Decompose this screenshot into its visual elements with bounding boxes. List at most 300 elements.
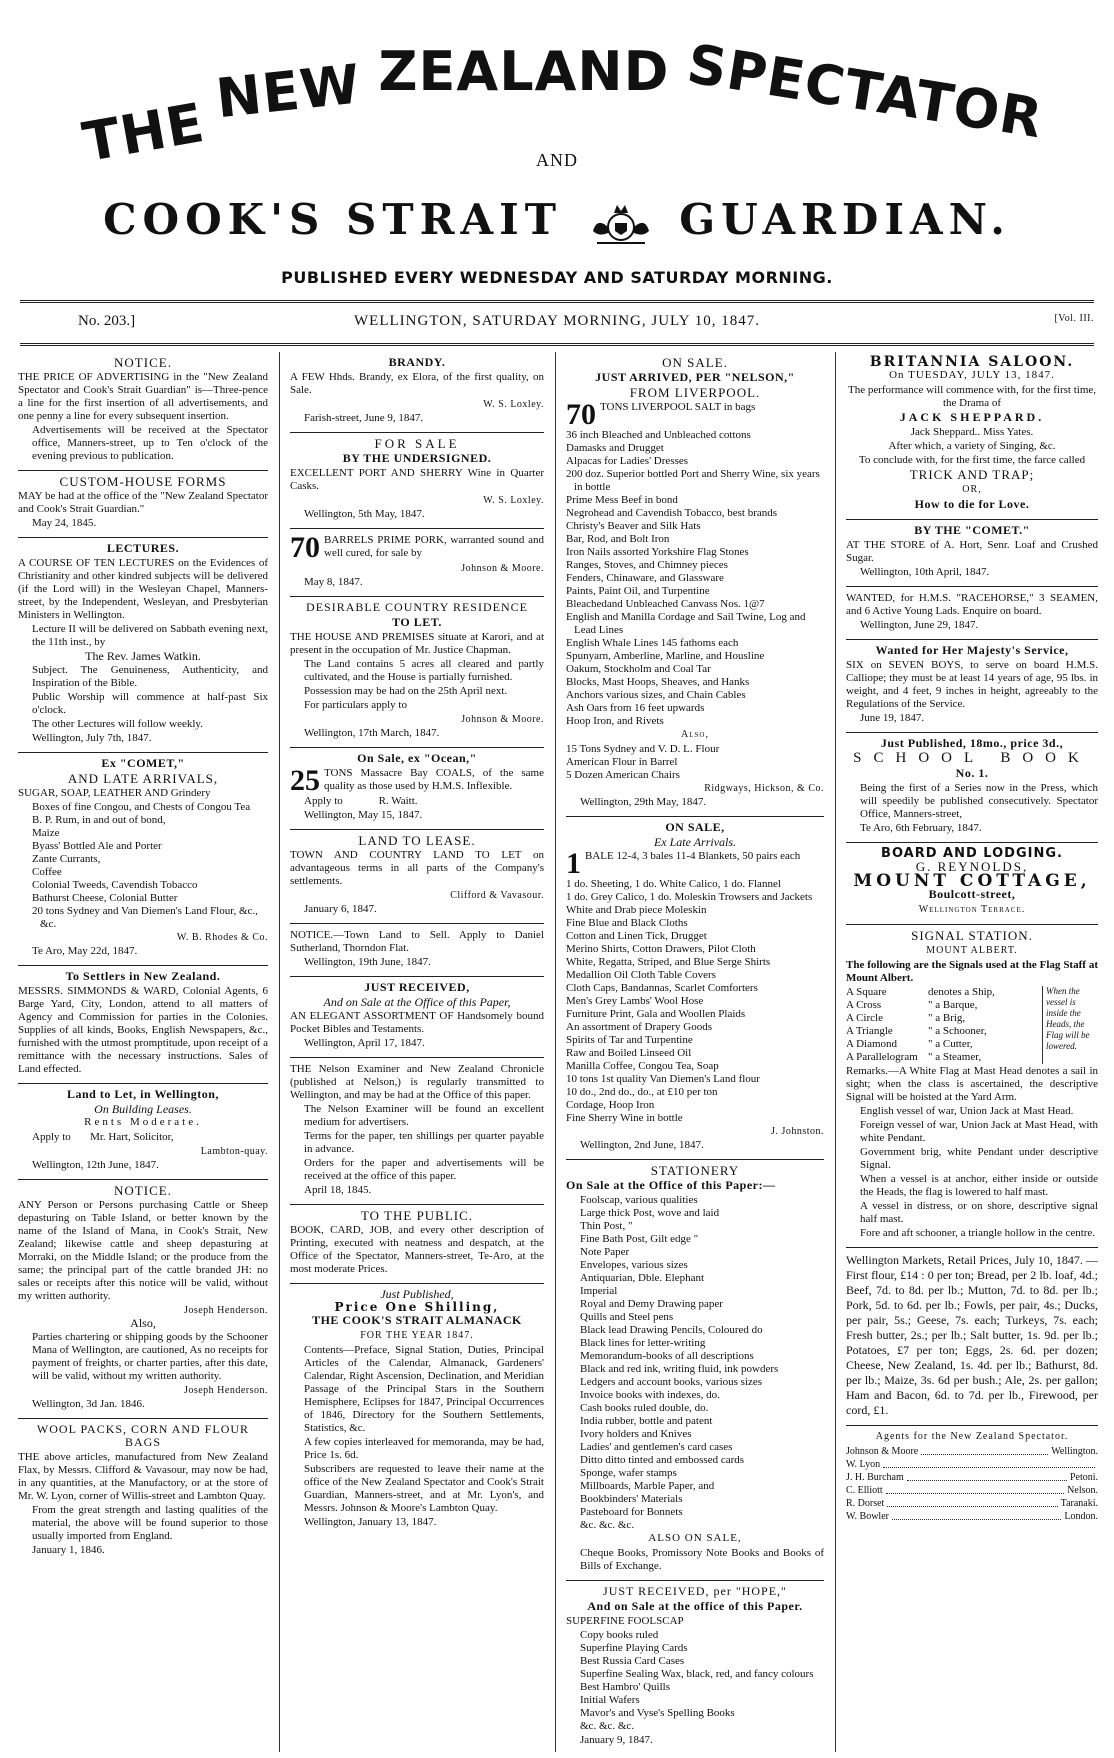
list-item: White, Regatta, Striped, and Blue Serge Shirts bbox=[566, 956, 771, 968]
ad-body: TONS LIVERPOOL SALT in bags bbox=[600, 401, 756, 413]
list-item: Bookbinders' Materials bbox=[580, 1493, 683, 1505]
ad-signature: Ridgways, Hickson, & Co. bbox=[704, 783, 824, 794]
dateline bbox=[20, 313, 1094, 335]
ad-heading: FOR SALE bbox=[374, 436, 460, 451]
ad-number: 25 bbox=[290, 764, 320, 797]
ad-heading: DESIRABLE COUNTRY RESIDENCE bbox=[306, 600, 528, 614]
ad-land-to-lease bbox=[290, 830, 544, 924]
list-item: Millboards, Marble Paper, and bbox=[580, 1480, 715, 1492]
list-item: Hoop Iron, and Rivets bbox=[566, 715, 664, 727]
issue-date: WELLINGTON, SATURDAY MORNING, JULY 10, 1847. bbox=[354, 313, 760, 329]
ad-body: THE PRICE OF ADVERTISING in the "New Zealand Spectator and Cook's Strait Guardian" is—Three-pence a line for the first insertion of all advertisements, and one penny a line for every subsequent insertion. bbox=[18, 371, 268, 422]
ad-body: The other Lectures will follow weekly. bbox=[32, 718, 203, 730]
agent-row bbox=[846, 1471, 1098, 1484]
list-item: Cash books ruled double, do. bbox=[580, 1402, 709, 1414]
apply-label: Apply to bbox=[32, 1131, 71, 1143]
ad-date: Wellington, June 29, 1847. bbox=[860, 619, 979, 631]
signal-row bbox=[846, 1038, 1042, 1051]
street: Boulcott-street, bbox=[928, 887, 1016, 901]
leader-dots bbox=[883, 1458, 1095, 1468]
signal-shape: A Circle bbox=[846, 1012, 883, 1024]
ad-body: SIX on SEVEN BOYS, to serve on board H.M.S. Calliope; they must be at least 14 years of age, 95 lbs. in weight, and 4 feet, 9 inches in height, agreeably to the Regulations of the Service. bbox=[846, 659, 1098, 710]
list-item: Invoice books with indexes, do. bbox=[580, 1389, 720, 1401]
ad-signature: Joseph Henderson. bbox=[183, 1385, 268, 1396]
signal-meaning: " a Steamer, bbox=[928, 1051, 982, 1063]
list-item: Alpacas for Ladies' Dresses bbox=[566, 455, 689, 467]
list-item: Superfine Sealing Wax, black, red, and fancy colours bbox=[580, 1668, 814, 1680]
ad-date: Wellington, 19th June, 1847. bbox=[304, 956, 431, 968]
ad-body: THE Nelson Examiner and New Zealand Chronicle (published at Nelson,) is regularly transmitted to Wellington, and may be had at the Office of this paper. bbox=[290, 1063, 544, 1101]
ad-subheading: Just Published, bbox=[380, 1287, 454, 1301]
terrace: Wellington Terrace. bbox=[918, 904, 1026, 915]
ad-subheading: On Building Leases. bbox=[94, 1102, 192, 1116]
ad-heading: Land to Let, in Wellington, bbox=[67, 1087, 219, 1101]
signal-row bbox=[846, 1025, 1042, 1038]
list-item: An assortment of Drapery Goods bbox=[566, 1021, 713, 1033]
ad-body: A COURSE OF TEN LECTURES on the Evidences of Christianity and other kindred subjects will be delivered (if the Lord will) in the Wesleyan Chapel, Manners-street, by the Independent, Wesleyan, and Presbyterian Ministers in Wellington. bbox=[18, 557, 268, 621]
ad-board-lodging bbox=[846, 843, 1098, 925]
house-name: MOUNT COTTAGE, bbox=[853, 871, 1091, 891]
list-item: Negrohead and Cavendish Tobacco, best brands bbox=[566, 507, 778, 519]
ad-body: Subject. The Genuineness, Authenticity, and Inspiration of the Bible. bbox=[32, 664, 268, 689]
ad-heading: TO THE PUBLIC. bbox=[360, 1208, 474, 1223]
ad-body: AT THE STORE of A. Hort, Senr. Loaf and Crushed Sugar. bbox=[846, 539, 1098, 564]
ad-signature: W. S. Loxley. bbox=[483, 399, 544, 410]
ad-body-block bbox=[566, 398, 824, 431]
farce-or: OR, bbox=[962, 484, 982, 495]
signal-meaning: " a Brig, bbox=[928, 1012, 966, 1024]
ad-signature: Johnson & Moore. bbox=[461, 714, 544, 725]
ad-subheading: And on Sale at the Office of this Paper, bbox=[323, 995, 511, 1009]
ad-signature: R. Waitt. bbox=[378, 795, 418, 807]
ad-body: TOWN AND COUNTRY LAND TO LET on advantageous terms in all parts of the Company's settlements. bbox=[290, 849, 544, 887]
list-item: Best Russia Card Cases bbox=[580, 1655, 685, 1667]
ad-heading: To Settlers in New Zealand. bbox=[65, 969, 221, 983]
column-divider bbox=[835, 352, 836, 1752]
signal-row bbox=[846, 999, 1042, 1012]
ad-date: Wellington, 12th June, 1847. bbox=[32, 1159, 159, 1171]
list-item: Raw and Boiled Linseed Oil bbox=[566, 1047, 692, 1059]
agent-row bbox=[846, 1497, 1098, 1510]
ad-heading: JUST RECEIVED, per "HOPE," bbox=[603, 1584, 787, 1598]
list-item: Cotton and Linen Tick, Drugget bbox=[566, 930, 707, 942]
agent-place: Wellington. bbox=[1051, 1446, 1098, 1457]
ad-body: Lecture II will be delivered on Sabbath evening next, the 11th inst., by bbox=[32, 623, 268, 648]
leader-dots bbox=[886, 1484, 1064, 1494]
signal-meaning: " a Barque, bbox=[928, 999, 978, 1011]
ad-britannia-saloon bbox=[846, 352, 1098, 520]
list-item: Colonial Tweeds, Cavendish Tobacco bbox=[32, 879, 198, 891]
ad-country-residence bbox=[290, 597, 544, 748]
list-item: Black lines for letter-writing bbox=[580, 1337, 706, 1349]
column-2 bbox=[290, 352, 544, 1752]
list-item: Bleachedand Unbleached Canvass Nos. 1@7 bbox=[566, 598, 765, 610]
almanack-year: FOR THE YEAR 1847. bbox=[360, 1330, 474, 1341]
ad-date: Wellington, April 17, 1847. bbox=[304, 1037, 425, 1049]
list-item: Furniture Print, Gala and Woollen Plaids bbox=[566, 1008, 746, 1020]
market-prices bbox=[846, 1248, 1098, 1426]
ad-date: Wellington, 29th May, 1847. bbox=[580, 796, 707, 808]
ad-printing bbox=[290, 1205, 544, 1284]
ad-date: Wellington, July 7th, 1847. bbox=[32, 732, 152, 744]
ad-stationery bbox=[566, 1160, 824, 1581]
ad-brandy bbox=[290, 352, 544, 433]
ad-body: Fore and aft schooner, a triangle hollow in the centre. bbox=[860, 1227, 1096, 1239]
signal-meaning: denotes a Ship, bbox=[928, 986, 995, 998]
ad-heading: LAND TO LEASE. bbox=[358, 833, 476, 848]
ad-heading: NOTICE. bbox=[114, 355, 172, 370]
list-item: Manilla Coffee, Congou Tea, Soap bbox=[566, 1060, 719, 1072]
list-item: Ditto ditto tinted and embossed cards bbox=[580, 1454, 745, 1466]
ad-custom-house bbox=[18, 471, 268, 538]
proprietor: G. REYNOLDS, bbox=[915, 859, 1029, 874]
agent-row bbox=[846, 1445, 1098, 1458]
ad-land-to-let bbox=[18, 1084, 268, 1180]
list-item: Maize bbox=[32, 827, 60, 839]
signal-meaning: " a Schooner, bbox=[928, 1025, 987, 1037]
list-item: Superfine Playing Cards bbox=[580, 1642, 688, 1654]
subtitle-left: COOK'S STRAIT bbox=[103, 195, 562, 244]
ad-heading: On Sale, ex "Ocean," bbox=[357, 751, 477, 765]
leader-dots bbox=[921, 1445, 1048, 1455]
signal-note: When the vessel is inside the Heads, the Flag will be lowered. bbox=[1042, 986, 1098, 1064]
goods-list bbox=[566, 429, 824, 728]
signal-rows bbox=[846, 986, 1042, 1064]
ad-body: MESSRS. SIMMONDS & WARD, Colonial Agents, 6 Barge Yard, City, London, attend to all matters of Agency and Commission for parties in the Colonies. Supplies of all kinds, Books, English Newspapers, &c., furnished with the utmost promptitude, upon receipt of a remittance with the necessary instructions. Sales of Land effected. bbox=[18, 985, 268, 1075]
signal-row bbox=[846, 1012, 1042, 1025]
signal-row bbox=[846, 1051, 1042, 1064]
goods-list bbox=[18, 801, 268, 931]
ad-subheading: MOUNT ALBERT. bbox=[926, 945, 1018, 956]
ad-heading: Ex "COMET," bbox=[101, 756, 185, 770]
list-item: Medallion Oil Cloth Table Covers bbox=[566, 969, 716, 981]
lecturer: The Rev. James Watkin. bbox=[85, 649, 201, 663]
list-item: Envelopes, various sizes bbox=[580, 1259, 688, 1271]
ad-signature: Johnson & Moore. bbox=[461, 563, 544, 574]
ad-body: Cheque Books, Promissory Note Books and Books of Bills of Exchange. bbox=[580, 1547, 824, 1572]
ad-body: From the great strength and lasting qualities of the material, the above will be found superior to those usually imported from England. bbox=[32, 1504, 268, 1542]
list-item: Anchors various sizes, and Chain Cables bbox=[566, 689, 746, 701]
list-item: 1 do. Sheeting, 1 do. White Calico, 1 do. Flannel bbox=[566, 878, 781, 890]
title-word-new: NEW bbox=[213, 52, 364, 131]
list-item: Oakum, Stockholm and Coal Tar bbox=[566, 663, 711, 675]
list-item: India rubber, bottle and patent bbox=[580, 1415, 713, 1427]
ad-date: June 19, 1847. bbox=[860, 712, 925, 724]
ad-body: Contents—Preface, Signal Station, Duties, Principal Articles of the Calendar, Almanack, Gardeners' Calendar, Right Ascension, Declination, and Meridian Passage of the Principal Stars in the Southern Hemisphere, Eclipses for 1847, Principal Occurrences of 1846, Directory for the Southern Settlements, Statistics, &c. bbox=[304, 1344, 544, 1434]
ad-signature: W. S. Loxley. bbox=[483, 495, 544, 506]
ad-body: BALE 12-4, 3 bales 11-4 Blankets, 50 pairs each bbox=[585, 850, 801, 862]
ad-heading: SIGNAL STATION. bbox=[911, 928, 1033, 943]
ad-body: Terms for the paper, ten shillings per quarter payable in advance. bbox=[304, 1130, 544, 1155]
ad-body-block bbox=[290, 764, 544, 797]
ad-date: January 9, 1847. bbox=[580, 1734, 653, 1746]
ad-body: Subscribers are requested to leave their name at the office of the New Zealand Spectator and Cook's Strait Guardian, Manners-street, and at Mr. Lyon's, and Messrs. Johnson & Moore's Lambton Quay. bbox=[304, 1463, 544, 1514]
issue-number: No. 203.] bbox=[78, 313, 136, 329]
ad-subheading: ALSO ON SALE, bbox=[648, 1532, 742, 1544]
list-item: Foolscap, various qualities bbox=[580, 1194, 698, 1206]
ad-hope-stationery bbox=[566, 1581, 824, 1752]
ad-body-block bbox=[566, 847, 824, 880]
ad-school-book bbox=[846, 733, 1098, 843]
agent-place: Nelson. bbox=[1067, 1485, 1098, 1496]
list-item: Royal and Demy Drawing paper bbox=[580, 1298, 723, 1310]
ad-date: January 6, 1847. bbox=[304, 903, 377, 915]
signal-table bbox=[846, 986, 1098, 1064]
farce-title: TRICK AND TRAP; bbox=[909, 467, 1035, 482]
ad-on-sale-nelson bbox=[566, 352, 824, 817]
ad-number: 70 bbox=[290, 531, 320, 564]
ad-body: BOOK, CARD, JOB, and every other description of Printing, executed with neatness and despatch, at the Office of the Spectator, Manners-street, Te-Aro, at the most moderate Prices. bbox=[290, 1224, 544, 1275]
agent-place: Taranaki. bbox=[1060, 1498, 1098, 1509]
ad-body: THE HOUSE AND PREMISES situate at Karori, and at present in the occupation of Mr. Justice Chapman. bbox=[290, 631, 544, 656]
signal-shape: A Triangle bbox=[846, 1025, 893, 1037]
title-word-zealand: ZEALAND bbox=[378, 40, 670, 103]
list-item: Cloth Caps, Bandannas, Scarlet Comforters bbox=[566, 982, 758, 994]
ad-pork bbox=[290, 529, 544, 597]
list-item: Merino Shirts, Cotton Drawers, Pilot Cloth bbox=[566, 943, 756, 955]
list-item: 1 do. Grey Calico, 1 do. Moleskin Trowsers and Jackets bbox=[566, 891, 813, 903]
ad-date: Te Aro, May 22d, 1847. bbox=[32, 945, 138, 957]
apply-line bbox=[18, 1131, 268, 1144]
ad-town-land bbox=[290, 924, 544, 977]
signal-shape: A Square bbox=[846, 986, 887, 998]
ad-by-the-comet bbox=[846, 520, 1098, 587]
ad-subheading: On Sale at the Office of this Paper:— bbox=[566, 1178, 776, 1192]
list-item: Mavor's and Vyse's Spelling Books bbox=[580, 1707, 735, 1719]
ad-heading: BRITANNIA SALOON. bbox=[869, 354, 1075, 370]
list-item: Damasks and Drugget bbox=[566, 442, 664, 454]
list-item: Note Paper bbox=[580, 1246, 630, 1258]
list-item: Fine Blue and Black Cloths bbox=[566, 917, 688, 929]
ad-heading: NOTICE. bbox=[114, 1183, 172, 1198]
list-item: Fine Bath Post, Gilt edge " bbox=[580, 1233, 699, 1245]
ad-signature: Clifford & Vavasour. bbox=[450, 890, 544, 901]
list-item: White and Drab piece Moleskin bbox=[566, 904, 707, 916]
ad-on-sale-arrivals bbox=[566, 817, 824, 1160]
title-word-spectator: SPECTATOR bbox=[683, 32, 1048, 151]
ad-body: TONS Massacre Bay COALS, of the same quality as those used by H.M.S. Inflexible. bbox=[324, 767, 544, 792]
ad-heading: JUST RECEIVED, bbox=[364, 980, 470, 994]
agent-name: W. Lyon bbox=[846, 1459, 881, 1470]
apply-label: Apply to bbox=[304, 795, 343, 807]
ad-subheading: Ex Late Arrivals. bbox=[653, 835, 737, 849]
ad-subheading: TO LET. bbox=[392, 615, 442, 629]
ad-body: Orders for the paper and advertisements will be received at the office of this paper. bbox=[304, 1157, 544, 1182]
ad-address: Lambton-quay. bbox=[200, 1146, 268, 1157]
list-item: Coffee bbox=[32, 866, 62, 878]
ad-body: The performance will commence with, for the first time, the Drama of bbox=[847, 384, 1097, 409]
ad-heading: ON SALE. bbox=[662, 355, 728, 370]
list-item: Boxes of fine Congou, and Chests of Congou Tea bbox=[32, 801, 251, 813]
book-number: No. 1. bbox=[955, 766, 989, 780]
masthead-title bbox=[40, 32, 1080, 175]
ad-body: AN ELEGANT ASSORTMENT OF Handsomely bound Pocket Bibles and Testaments. bbox=[290, 1010, 544, 1035]
ad-date: Wellington, May 15, 1847. bbox=[304, 809, 423, 821]
ad-subheading: JUST ARRIVED, PER "NELSON," bbox=[595, 370, 795, 384]
ad-date: Wellington, 3d Jan. 1846. bbox=[32, 1398, 145, 1410]
ad-date: Wellington, 5th May, 1847. bbox=[304, 508, 425, 520]
list-item: Bar, Rod, and Bolt Iron bbox=[566, 533, 670, 545]
farce-subtitle: How to die for Love. bbox=[914, 497, 1030, 511]
divider bbox=[20, 343, 1094, 346]
ad-date: Farish-street, June 9, 1847. bbox=[304, 412, 424, 424]
ad-body-block bbox=[290, 531, 544, 564]
list-item: Spunyarn, Amberline, Marline, and Housline bbox=[566, 650, 765, 662]
ad-subheading: Also, bbox=[130, 1316, 156, 1330]
list-item: 5 Dozen American Chairs bbox=[566, 769, 680, 781]
column-3 bbox=[566, 352, 824, 1752]
signal-shape: A Parallelogram bbox=[846, 1051, 918, 1063]
ad-heading: BY THE "COMET." bbox=[914, 523, 1030, 537]
ad-body: Parties chartering or shipping goods by the Schooner Mana of Wellington, are cautioned, As no receipts for payment of freights, or charter parties, after this date, will be valid, without my written authority. bbox=[32, 1331, 268, 1382]
list-item: Men's Grey Lambs' Wool Hose bbox=[566, 995, 704, 1007]
list-item: 10 do., 2nd do., do., at £10 per ton bbox=[566, 1086, 718, 1098]
ad-date: January 1, 1846. bbox=[32, 1544, 105, 1556]
ad-body: A vessel in distress, or on shore, descriptive signal half mast. bbox=[860, 1200, 1098, 1225]
ad-heading: BOARD AND LODGING. bbox=[881, 846, 1063, 861]
column-divider bbox=[555, 352, 556, 1752]
list-item: Ash Oars from 16 feet upwards bbox=[566, 702, 705, 714]
ad-heading: ON SALE, bbox=[665, 820, 725, 834]
masthead bbox=[0, 0, 1114, 290]
ad-wanted-service bbox=[846, 640, 1098, 733]
signal-meaning: " a Cutter, bbox=[928, 1038, 973, 1050]
goods-list bbox=[566, 1629, 824, 1733]
apply-name: Mr. Hart, Solicitor, bbox=[90, 1131, 174, 1143]
leader-dots bbox=[907, 1471, 1067, 1481]
list-item: Thin Post, " bbox=[580, 1220, 633, 1232]
title-word-the: THE bbox=[78, 90, 210, 175]
list-item: English and Manilla Cordage and Sail Twine, Log and Lead Lines bbox=[566, 611, 806, 636]
ad-body: The Land contains 5 acres all cleared and partly cultivated, and the House is partially furnished. bbox=[304, 658, 544, 683]
list-item: Spirits of Tar and Turpentine bbox=[566, 1034, 693, 1046]
ad-date: On TUESDAY, JULY 13, 1847. bbox=[889, 369, 1055, 381]
list-item: Paints, Paint Oil, and Turpentine bbox=[566, 585, 710, 597]
list-item: &c. &c. &c. bbox=[580, 1720, 635, 1732]
ad-almanack bbox=[290, 1284, 544, 1536]
ad-body: A few copies interleaved for memoranda, may be had, Price 1s. 6d. bbox=[304, 1436, 544, 1461]
list-item: Black and red ink, writing fluid, ink powders bbox=[580, 1363, 779, 1375]
ad-body: When a vessel is at anchor, either inside or outside the Heads, the flag is lowered to half mast. bbox=[860, 1173, 1098, 1198]
ad-body: Foreign vessel of war, Union Jack at Mast Head, with white Pendant. bbox=[860, 1119, 1098, 1144]
apply-line bbox=[290, 795, 544, 808]
ad-body: Rents Moderate. bbox=[84, 1116, 202, 1128]
list-item: 15 Tons Sydney and V. D. L. Flour bbox=[566, 743, 720, 755]
ad-nelson-examiner bbox=[290, 1058, 544, 1205]
ad-body: SUPERFINE FOOLSCAP bbox=[566, 1615, 684, 1627]
list-item: Bathurst Cheese, Colonial Butter bbox=[32, 892, 178, 904]
leader-dots bbox=[887, 1497, 1057, 1507]
list-item: 200 doz. Superior bottled Port and Sherry Wine, six years in bottle bbox=[566, 468, 820, 493]
ad-notice-cattle bbox=[18, 1180, 268, 1419]
ad-body: For particulars apply to bbox=[304, 699, 407, 711]
ad-body: To conclude with, for the first time, the farce called bbox=[858, 454, 1086, 466]
ad-body: Being the first of a Series now in the Press, which will speedily be published consecutively. Spectator Office, Manners-street, bbox=[860, 782, 1098, 820]
ad-signature: W. B. Rhodes & Co. bbox=[176, 932, 268, 943]
ad-date: Te Aro, 6th February, 1847. bbox=[860, 822, 982, 834]
ad-heading: LECTURES. bbox=[106, 541, 180, 555]
agents-list bbox=[846, 1426, 1098, 1529]
ad-wool-packs bbox=[18, 1419, 268, 1564]
list-item: Best Hambro' Quills bbox=[580, 1681, 670, 1693]
ad-subheading: BY THE UNDERSIGNED. bbox=[342, 451, 492, 465]
column-1 bbox=[18, 352, 268, 1752]
ad-for-sale bbox=[290, 433, 544, 529]
ad-body: Advertisements will be received at the Spectator office, Manners-street, up to Ten o'clock of the evening previous to publication. bbox=[32, 424, 268, 462]
agent-name: Johnson & Moore bbox=[846, 1446, 919, 1457]
list-item: Prime Mess Beef in bond bbox=[566, 494, 678, 506]
ad-body: Wellington Markets, Retail Prices, July 10, 1847. — First flour, £14 : 0 per ton; Bread, per 2 lb. loaf, 4d.; Beef, 7d. to 8d. per lb.; Mutton, 7d. to 8d. per lb.; Pork, 5d. to 6d. per lb.; Fowls, per pair, 4s.; Ducks, per pair, 5s.; Geese, 7s. each; Turkeys, 7s. each; Fresh butter, 2s.; per lb.; Salt butter, 1s. 9d. per lb.; Potatoes, £7 per ton; Eggs, 2s. 6d. per dozen; Cheese, New Zealand, 1s. 4d. per lb.; Bathurst, 8d. per lb.; Maize, 3s. 6d per bush.; Ale, 2s. per gallon; Ham and Bacon, 6d. to 7d. per lb., Firewood, per cord, £1. bbox=[846, 1253, 1098, 1417]
ad-body: Government brig, white Pendant under descriptive Signal. bbox=[860, 1146, 1098, 1171]
goods-list bbox=[566, 743, 824, 782]
ad-heading: Wanted for Her Majesty's Service, bbox=[875, 643, 1069, 657]
ad-date: Wellington, 10th April, 1847. bbox=[860, 566, 990, 578]
agent-name: J. H. Burcham bbox=[846, 1472, 904, 1483]
list-item: Cordage, Hoop Iron bbox=[566, 1099, 655, 1111]
ad-body: MAY be had at the office of the "New Zealand Spectator and Cook's Strait Guardian." bbox=[18, 490, 268, 515]
signal-station bbox=[846, 925, 1098, 1248]
list-item: Iron Nails assorted Yorkshire Flag Stones bbox=[566, 546, 749, 558]
ad-date: May 8, 1847. bbox=[304, 576, 363, 588]
ad-body: THE above articles, manufactured from New Zealand Flax, by Messrs. Clifford & Vavasour, may now be had, in any quantities, at the Manufactory, or at the store of Mr. W. Lyon, corner of Willis-street and Lambton Quay. bbox=[18, 1451, 268, 1502]
list-item: 20 tons Sydney and Van Diemen's Land Flour, &c., &c. bbox=[32, 905, 258, 930]
list-item: Ledgers and account books, various sizes bbox=[580, 1376, 763, 1388]
masthead-and: AND bbox=[536, 150, 578, 170]
signal-shape: A Cross bbox=[846, 999, 882, 1011]
list-item: Fenders, Chinaware, and Glassware bbox=[566, 572, 724, 584]
ad-body: NOTICE.—Town Land to Sell. Apply to Daniel Sutherland, Thorndon Flat. bbox=[290, 929, 544, 954]
ad-heading: Agents for the New Zealand Spectator. bbox=[875, 1431, 1069, 1442]
play-cast: Jack Sheppard.. Miss Yates. bbox=[910, 426, 1034, 438]
ad-heading: BRANDY. bbox=[388, 355, 446, 369]
ad-body: ANY Person or Persons purchasing Cattle or Sheep depasturing on Table Island, or better known by the name of the Island of Mana, in Cook's Strait, New Zealand; likewise cattle and sheep depasturing at Morraki, on the Middle Island; or the produce from the same; the principal part of the cattle branded JH: no sales or receipts after this notice will be valid, without my written authority. bbox=[18, 1199, 268, 1302]
ad-comet-arrivals bbox=[18, 753, 268, 966]
list-item: B. P. Rum, in and out of bond, bbox=[32, 814, 166, 826]
book-title: SCHOOL BOOK bbox=[853, 750, 1091, 766]
ad-heading: CUSTOM-HOUSE FORMS bbox=[59, 474, 227, 489]
list-item: Ranges, Stoves, and Chimney pieces bbox=[566, 559, 728, 571]
list-item: American Flour in Barrel bbox=[566, 756, 678, 768]
ad-coals bbox=[290, 748, 544, 830]
ad-lectures bbox=[18, 538, 268, 753]
list-item: Byass' Bottled Ale and Porter bbox=[32, 840, 162, 852]
ad-date: Wellington, 2nd June, 1847. bbox=[580, 1139, 704, 1151]
ad-subheading: Also, bbox=[681, 729, 709, 740]
agent-name: W. Bowler bbox=[846, 1511, 889, 1522]
publication-schedule: PUBLISHED EVERY WEDNESDAY AND SATURDAY MORNING. bbox=[281, 268, 833, 287]
goods-list bbox=[566, 1194, 824, 1532]
signal-row bbox=[846, 986, 1042, 999]
list-item: Memorandum-books of all descriptions bbox=[580, 1350, 754, 1362]
list-item: Quills and Steel pens bbox=[580, 1311, 674, 1323]
subtitle-right: GUARDIAN. bbox=[679, 195, 1011, 244]
agent-row bbox=[846, 1484, 1098, 1497]
ad-heading: THE COOK'S STRAIT ALMANACK bbox=[312, 1313, 522, 1327]
agent-name: R. Dorset bbox=[846, 1498, 885, 1509]
ad-date: Wellington, 17th March, 1847. bbox=[304, 727, 440, 739]
ad-date: May 24, 1845. bbox=[32, 517, 97, 529]
columns bbox=[18, 352, 1098, 1752]
list-item: 10 tons 1st quality Van Diemen's Land flour bbox=[566, 1073, 760, 1085]
ad-settlers bbox=[18, 966, 268, 1084]
signal-shape: A Diamond bbox=[846, 1038, 898, 1050]
agent-row bbox=[846, 1510, 1098, 1523]
ad-wanted-racehorse bbox=[846, 587, 1098, 640]
ad-body: A FEW Hhds. Brandy, ex Elora, of the first quality, on Sale. bbox=[290, 371, 544, 396]
list-item: Large thick Post, wove and laid bbox=[580, 1207, 720, 1219]
ad-date: April 18, 1845. bbox=[304, 1184, 372, 1196]
ad-body: The Nelson Examiner will be found an excellent medium for advertisers. bbox=[304, 1103, 544, 1128]
